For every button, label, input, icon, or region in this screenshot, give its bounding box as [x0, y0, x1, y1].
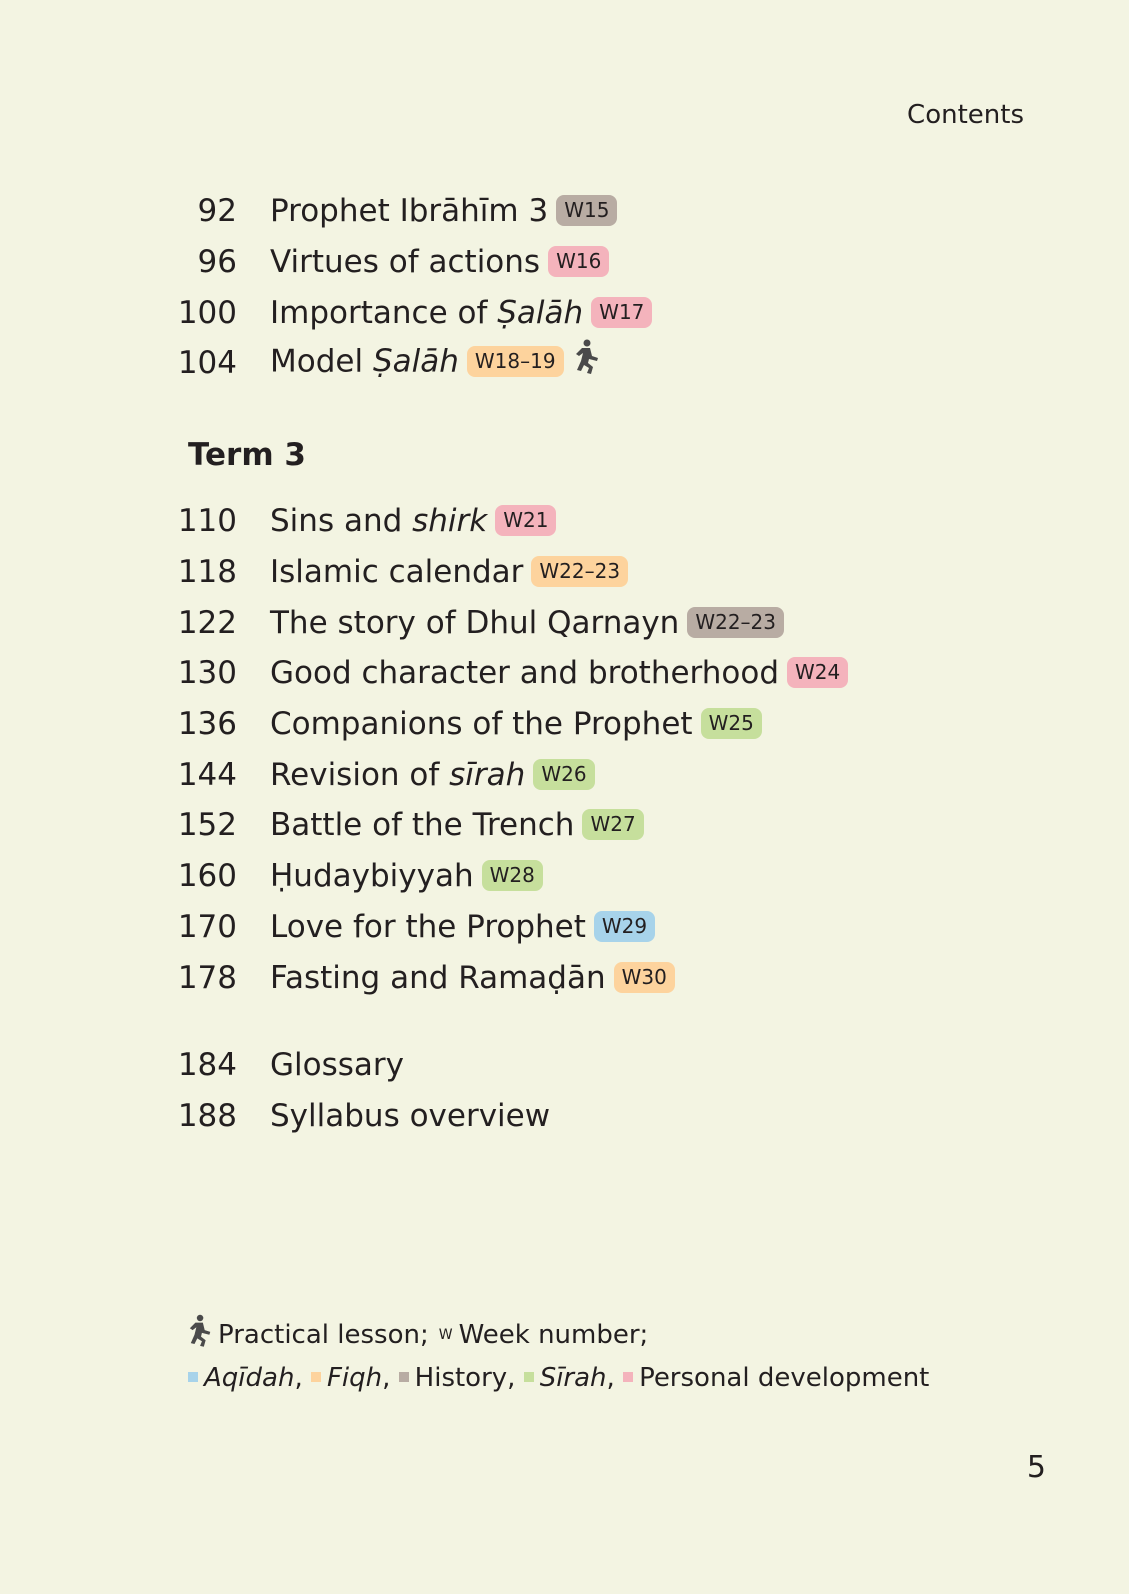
toc-row[interactable]: [0, 648, 1129, 699]
entry-title: Prophet Ibrāhīm 3 W15: [270, 193, 617, 229]
entry-title: Sins and shirk W21: [270, 503, 556, 539]
entry-title: Battle of the Trench W27: [270, 807, 644, 843]
page-number: 188: [177, 1098, 237, 1135]
week-badge: W25: [701, 708, 762, 739]
toc-row[interactable]: [0, 287, 1129, 338]
week-badge: W24: [787, 657, 848, 688]
legend-fiqh: Fiqh: [326, 1363, 383, 1393]
toc-row[interactable]: [0, 186, 1129, 237]
toc-row[interactable]: [0, 597, 1129, 648]
entry-title: Ḥudaybiyyah W28: [270, 858, 543, 894]
page-number: 100: [177, 294, 237, 331]
toc-row[interactable]: [0, 1040, 1129, 1091]
personal-swatch: [623, 1372, 633, 1382]
page-number: 184: [177, 1047, 237, 1084]
page-number: 130: [177, 655, 237, 692]
sirah-swatch: [524, 1372, 534, 1382]
toc-row[interactable]: [0, 496, 1129, 547]
week-badge: W16: [548, 246, 609, 277]
legend-categories-line: Aqīdah, Fiqh, History, Sīrah, Personal development: [188, 1363, 929, 1393]
entry-title: Companions of the Prophet W25: [270, 706, 762, 742]
page-number: 92: [197, 193, 237, 230]
legend-aqidah: Aqīdah: [204, 1363, 295, 1393]
toc-row[interactable]: [0, 699, 1129, 750]
toc-row[interactable]: [0, 749, 1129, 800]
week-badge: W18–19: [467, 346, 564, 377]
toc-row[interactable]: [0, 800, 1129, 851]
toc-row[interactable]: [0, 851, 1129, 902]
page-number: 118: [177, 554, 237, 591]
toc-list-back-matter: [0, 1040, 1129, 1141]
legend-personal: Personal development: [639, 1363, 930, 1393]
week-badge: W22–23: [687, 607, 784, 638]
term-heading: Term 3: [188, 437, 307, 473]
page-number-footer: 5: [1026, 1450, 1046, 1485]
week-badge: W21: [495, 505, 556, 536]
entry-title: Glossary: [270, 1047, 404, 1084]
entry-title: Model Ṣalāh W18–19: [270, 341, 602, 385]
entry-title: The story of Dhul Qarnayn W22–23: [270, 605, 784, 641]
week-badge: W29: [594, 911, 655, 942]
week-badge: W17: [591, 297, 652, 328]
entry-title: Virtues of actions W16: [270, 244, 609, 280]
toc-row[interactable]: [0, 237, 1129, 288]
entry-title: Fasting and Ramaḍān W30: [270, 960, 675, 996]
entry-title: Islamic calendar W22–23: [270, 554, 628, 590]
toc-list-term3: [0, 496, 1129, 1003]
legend-history: History,: [414, 1363, 516, 1393]
history-swatch: [399, 1372, 409, 1382]
toc-row[interactable]: [0, 338, 1129, 389]
week-badge: W26: [533, 759, 594, 790]
week-badge: W15: [556, 195, 617, 226]
toc-row[interactable]: [0, 952, 1129, 1003]
entry-title: Importance of Ṣalāh W17: [270, 295, 652, 331]
entry-title: Good character and brotherhood W24: [270, 655, 848, 691]
running-header: Contents: [907, 100, 1024, 130]
page-number: 122: [177, 604, 237, 641]
practical-lesson-icon: [574, 339, 602, 383]
toc-row[interactable]: [0, 547, 1129, 598]
week-badge: W28: [482, 860, 543, 891]
legend-w-mark: W: [438, 1326, 453, 1343]
page-number: 104: [177, 345, 237, 382]
entry-title: Love for the Prophet W29: [270, 909, 655, 945]
week-badge: W30: [614, 962, 675, 993]
legend-key-line: [188, 1314, 648, 1355]
legend-practical-label: Practical lesson;: [218, 1319, 429, 1350]
legend-week-label: Week number;: [458, 1319, 649, 1350]
page-number: 96: [197, 244, 237, 281]
practical-lesson-icon: [188, 1314, 214, 1355]
aqidah-swatch: [188, 1372, 198, 1382]
week-badge: W22–23: [531, 556, 628, 587]
toc-list-term2-end: [0, 186, 1129, 389]
page-number: 144: [177, 756, 237, 793]
toc-row[interactable]: [0, 1091, 1129, 1142]
entry-title: Syllabus overview: [270, 1098, 551, 1135]
page-number: 152: [177, 807, 237, 844]
page-number: 170: [177, 908, 237, 945]
page-number: 178: [177, 959, 237, 996]
page-number: 136: [177, 706, 237, 743]
week-badge: W27: [582, 809, 643, 840]
entry-title: Revision of sīrah W26: [270, 757, 595, 793]
legend-sirah: Sīrah: [539, 1363, 607, 1393]
fiqh-swatch: [311, 1372, 321, 1382]
page-number: 110: [177, 503, 237, 540]
toc-row[interactable]: [0, 902, 1129, 953]
page-number: 160: [177, 858, 237, 895]
